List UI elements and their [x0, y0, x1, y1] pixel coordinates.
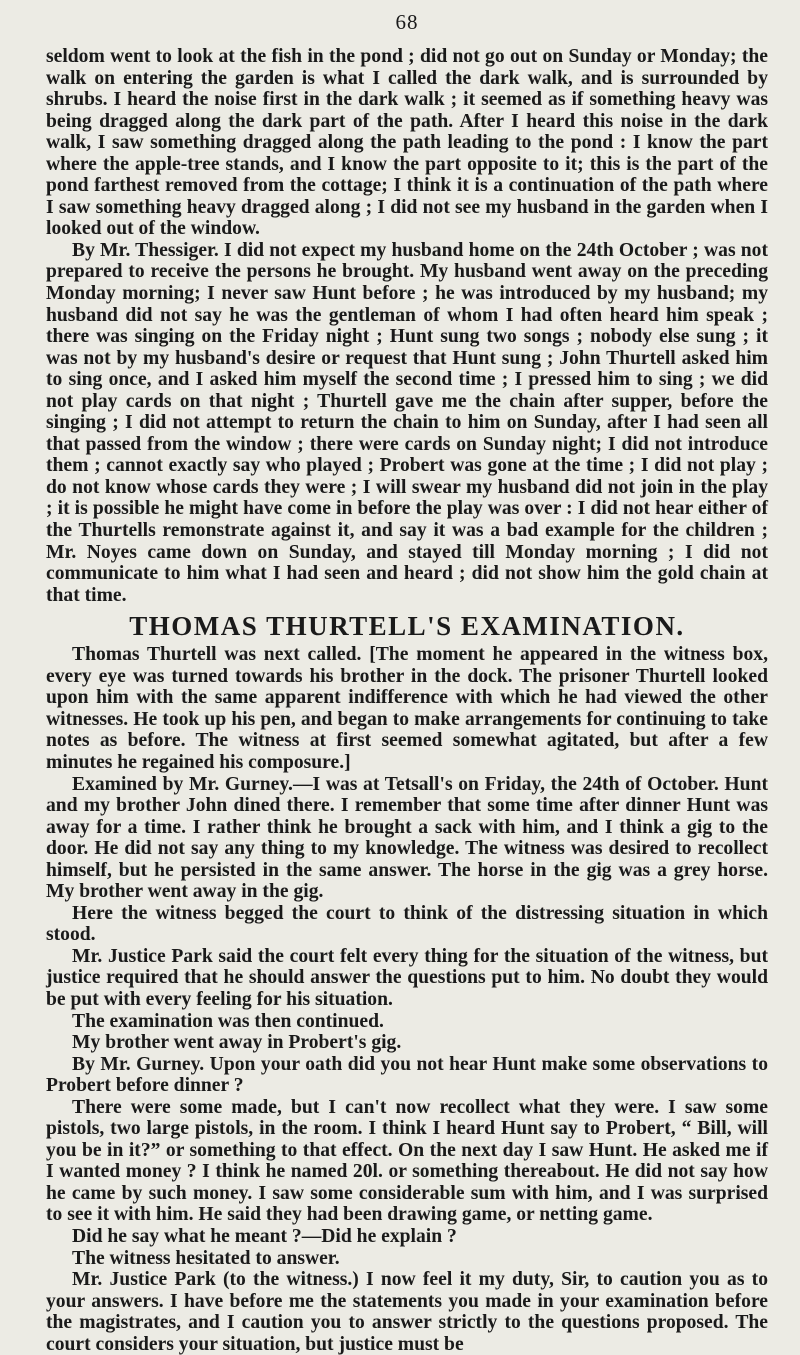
body-text-before — [46, 46, 768, 606]
paragraph: Thomas Thurtell was next called. [The moment he appeared in the witness box, every eye was turned towards his brother in the dock. The prisoner Thurtell looked upon him with the same apparent indifference with which he had viewed the other witnesses. He took up his pen, and began to make arrangements for continuing to take notes as before. The witness at first seemed somewhat agitated, but after a few minutes he regained his composure.] — [46, 644, 768, 773]
paragraph: By Mr. Thessiger. I did not expect my husband home on the 24th October ; was not prepared to receive the persons he brought. My husband went away on the preceding Monday morning; I never saw Hunt before ; he was introduced by my husband; my husband did not say he was the gentleman of whom I had often heard him speak ; there was singing on the Friday night ; Hunt sung two songs ; nobody else sung ; it was not by my husband's desire or request that Hunt sung ; John Thurtell asked him to sing once, and I asked him myself the second time ; I pressed him to sing ; we did not play cards on that night ; Thurtell gave me the chain after supper, before the singing ; I did not attempt to return the chain to him on Sunday, after I had seen all that passed from the window ; there were cards on Sunday night; I did not introduce them ; cannot exactly say who played ; Probert was gone at the time ; I did not play ; do not know whose cards they were ; I will swear my husband did not join in the play ; it is possible he might have come in before the play was over : I did not hear either of the Thurtells remonstrate against it, and say it was a bad example for the children ; Mr. Noyes came down on Sunday, and stayed till Monday morning ; I did not communicate to him what I had seen and heard ; did not show him the gold chain at that time. — [46, 239, 768, 606]
body-text-after — [46, 644, 768, 1355]
paragraph: Did he say what he meant ?—Did he explain ? — [72, 1225, 457, 1247]
paragraph: The witness hesitated to answer. — [72, 1247, 340, 1269]
section-heading: THOMAS THURTELL'S EXAMINATION. — [129, 611, 685, 642]
page-number: 68 — [395, 10, 419, 34]
paragraph: seldom went to look at the fish in the pond ; did not go out on Sunday or Monday; the walk on entering the garden is what I called the dark walk, and is surrounded by shrubs. I heard the noise first in the dark walk ; it seemed as if something heavy was being dragged along the dark part of the path. After I heard this noise in the dark walk, I saw something dragged along the path leading to the pond : I know the part where the apple-tree stands, and I know the part opposite to it; this is the part of the pond farthest removed from the cottage; I think it is a continuation of the path where I saw something heavy dragged along ; I did not see my husband in the garden when I looked out of the window. — [46, 46, 768, 240]
paragraph: Mr. Justice Park (to the witness.) I now feel it my duty, Sir, to caution you as to your answers. I have before me the statements you made in your examination before the magistrates, and I caution you to answer strictly to the questions proposed. The court considers your situation, but justice must be — [46, 1269, 768, 1355]
paragraph: Here the witness begged the court to think of the distressing situation in which stood. — [46, 902, 768, 946]
paragraph: Mr. Justice Park said the court felt every thing for the situation of the witness, but justice required that he should answer the questions put to him. No doubt they would be put with every feeling for his situation. — [46, 945, 768, 1010]
paragraph: Examined by Mr. Gurney.—I was at Tetsall's on Friday, the 24th of October. Hunt and my brother John dined there. I remember that some time after dinner Hunt was away for a time. I rather think he brought a sack with him, and I think a gig to the door. He did not say any thing to my knowledge. The witness was desired to recollect himself, but he persisted in the same answer. The horse in the gig was a grey horse. My brother went away in the gig. — [46, 773, 768, 903]
paragraph: The examination was then continued. — [72, 1010, 384, 1032]
paragraph: My brother went away in Probert's gig. — [72, 1032, 402, 1054]
paragraph: By Mr. Gurney. Upon your oath did you not hear Hunt make some observations to Probert before dinner ? — [46, 1053, 768, 1097]
paragraph: There were some made, but I can't now recollect what they were. I saw some pistols, two large pistols, in the room. I think I heard Hunt say to Probert, “ Bill, will you be in it?” or something to that effect. On the next day I saw Hunt. He asked me if I wanted money ? I think he named 20l. or something thereabout. He did not say how he came by such money. I saw some considerable sum with him, and I was surprised to see it with him. He said they had been drawing game, or netting game. — [46, 1096, 768, 1226]
